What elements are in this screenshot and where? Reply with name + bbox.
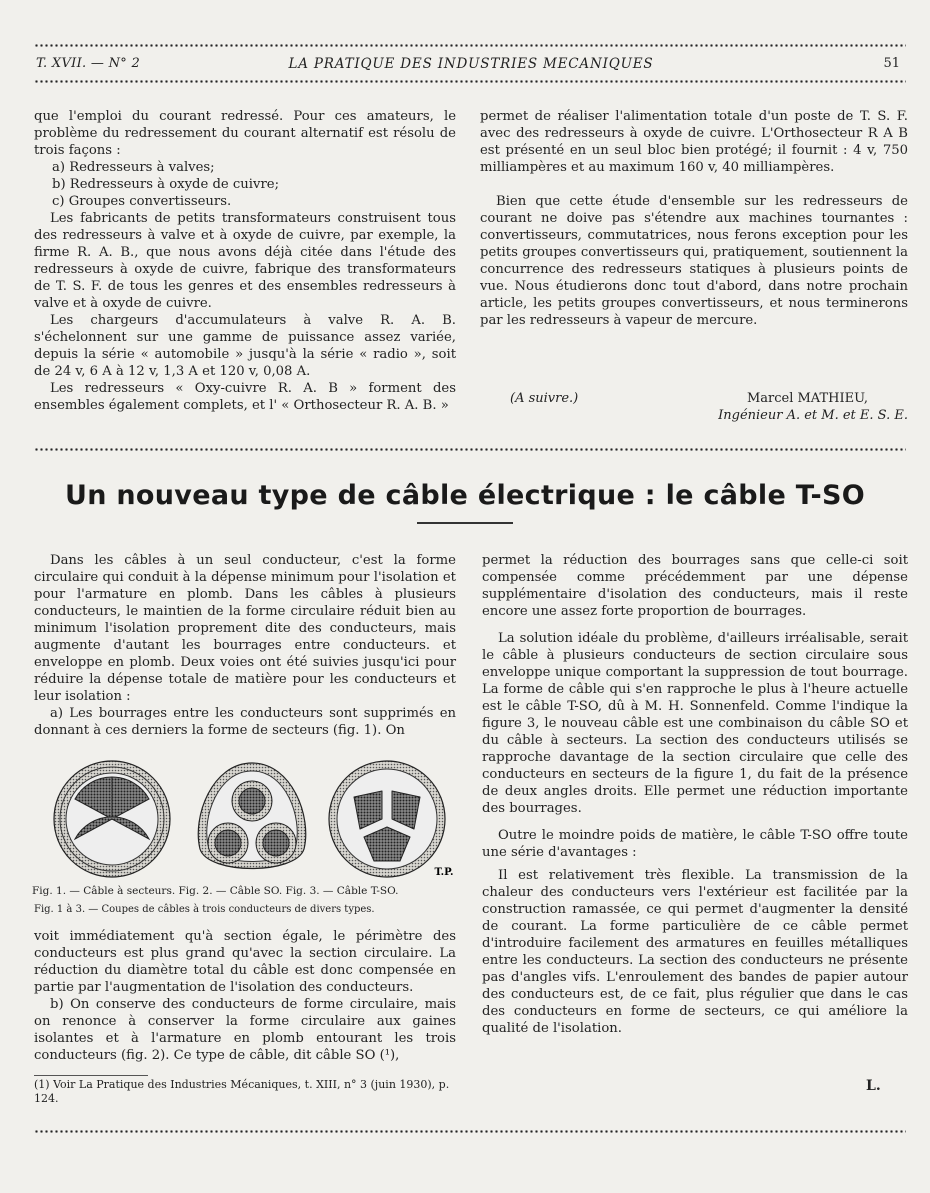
list-item: a) Redresseurs à valves; xyxy=(52,160,215,175)
list-item: b) Redresseurs à oxyde de cuivre; xyxy=(52,177,280,192)
fig3-tso-cable xyxy=(329,761,445,877)
paragraph: Outre le moindre poids de matière, le câble T-SO offre toute une série d'avantages : xyxy=(482,828,908,860)
paragraph: que l'emploi du courant redressé. Pour ces amateurs, le problème du redressement du courant alternatif est résolu de trois façons : xyxy=(34,109,456,158)
paragraph: a) Les bourrages entre les conducteurs sont supprimés en donnant à ces derniers la forme de secteurs (fig. 1). On xyxy=(34,706,456,738)
fig1-sector-cable xyxy=(54,761,170,877)
article-signature xyxy=(480,390,908,430)
volume-number: T. XVII. — N° 2 xyxy=(36,56,141,71)
article-initial: L. xyxy=(866,1078,881,1094)
paragraph: voit immédiatement qu'à section égale, le périmètre des conducteurs est plus grand qu'avec la section circulaire. La réduction du diamètre total du câble est donc compensée en partie par l'augmentation de l'isolation des conducteurs. xyxy=(34,929,456,995)
article-left-top xyxy=(34,552,456,739)
journal-title: LA PRATIQUE DES INDUSTRIES MECANIQUES xyxy=(288,56,654,72)
footer-rule xyxy=(34,1130,906,1133)
figure-caption-subtitle: Fig. 1 à 3. — Coupes de câbles à trois conducteurs de divers types. xyxy=(34,904,375,915)
paragraph: Il est relativement très flexible. La transmission de la chaleur des conducteurs vers l'extérieur est facilitée par la construction ramassée, ce qui permet d'augmenter la densité de courant. La forme particulière de ce câble permet d'introduire facilement des armatures en feuilles métalliques entre les conducteurs. La section des conducteurs ne présente pas d'angles vifs. L'enroulement des bandes de papier autour des conducteurs est, de ce fait, plus régulier que dans le cas des conducteurs en forme de secteurs, ce qui améliore la qualité de l'isolation. xyxy=(482,868,908,1036)
footnote: (1) Voir La Pratique des Industries Mécaniques, t. XIII, n° 3 (juin 1930), p. 124. xyxy=(34,1078,450,1105)
author-name: Marcel MATHIEU, xyxy=(746,391,868,406)
header-bottom-rule xyxy=(34,80,906,83)
paragraph: b) On conserve des conducteurs de forme circulaire, mais on renonce à conserver la forme circulaire aux gaines isolantes et à l'armature en plomb entourant les trois conducteurs (fig. 2). Ce type de câble, dit câble SO (¹), xyxy=(34,997,456,1063)
author-role: Ingénieur A. et M. et E. S. E. xyxy=(718,408,908,423)
page-number: 51 xyxy=(883,56,900,71)
top-left-column xyxy=(34,108,456,414)
list-item: c) Groupes convertisseurs. xyxy=(52,194,232,209)
header-top-rule xyxy=(34,44,906,47)
publisher-logo: T.P. xyxy=(434,867,454,878)
fig2-so-cable xyxy=(198,763,305,869)
article-title: Un nouveau type de câble électrique : le câble T-SO xyxy=(64,480,866,511)
paragraph: Les redresseurs « Oxy-cuivre R. A. B » forment des ensembles également complets, et l' « Orthosecteur R. A. B. » xyxy=(34,381,456,413)
paragraph: Dans les câbles à un seul conducteur, c'est la forme circulaire qui conduit à la dépense minimum pour l'isolation et pour l'armature en plomb. Dans les câbles à plusieurs conducteurs, le maintien de la forme circulaire réduit bien au minimum l'isolation proprement dite des conducteurs, mais augmente d'autant les bourrages entre conducteurs. et enveloppe en plomb. Deux voies ont été suivies jusqu'ici pour réduire la dépense totale de matière pour les conducteurs et leur isolation : xyxy=(34,553,456,704)
section-rule xyxy=(34,448,906,451)
paragraph: permet la réduction des bourrages sans que celle-ci soit compensée comme précédemment par une dépense supplémentaire d'isolation des conducteurs, mais il reste encore une assez forte proportion de bourrages. xyxy=(482,553,908,619)
paragraph: permet de réaliser l'alimentation totale d'un poste de T. S. F. avec des redresseurs à oxyde de cuivre. L'Orthosecteur R A B est présenté en un seul bloc bien protégé; il fournit : 4 v, 750 milliampères et au maximum 160 v, 40 milliampères. xyxy=(480,109,908,175)
title-underline xyxy=(417,522,513,524)
paragraph: La solution idéale du problème, d'ailleurs irréalisable, serait le câble à plusieurs conducteurs de section circulaire sous enveloppe unique comportant la suppression de tout bourrage. La forme de câble qui s'en rapproche le plus à l'heure actuelle est le câble T-SO, dû à M. H. Sonnenfeld. Comme l'indique la figure 3, le nouveau câble est une combinaison du câble SO et du câble à secteurs. La section des conducteurs utilisés se rapproche davantage de la section circulaire que celle des conducteurs en secteurs de la figure 1, du fait de la présence de deux angles droits. Elle permet une réduction importante des bourrages. xyxy=(482,631,908,816)
article-right-column xyxy=(482,552,908,1037)
running-header xyxy=(36,54,906,76)
figure-caption: Fig. 1. — Câble à secteurs. Fig. 2. — Câble SO. Fig. 3. — Câble T-SO. xyxy=(32,885,399,897)
top-right-column xyxy=(480,108,908,329)
paragraph: Les fabricants de petits transformateurs construisent tous des redresseurs à valve et à oxyde de cuivre, par exemple, la firme R. A. B., que nous avons déjà citée dans l'étude des redresseurs à oxyde de cuivre, fabrique des transformateurs de T. S. F. de tous les genres et des ensembles redresseurs à valve et à oxyde de cuivre. xyxy=(34,211,456,311)
paragraph: Les chargeurs d'accumulateurs à valve R. A. B. s'échelonnent sur une gamme de puissance assez variée, depuis la série « automobile » jusqu'à la série « radio », soit de 24 v, 6 A à 12 v, 1,3 A et 120 v, 0,08 A. xyxy=(34,313,456,379)
paragraph: Bien que cette étude d'ensemble sur les redresseurs de courant ne doive pas s'étendre aux machines tournantes : convertisseurs, commutatrices, nous ferons exception pour les petits groupes convertisseurs qui, pratiquement, soutiennent la concurrence des redresseurs statiques à plusieurs points de vue. Nous étudierons donc tout d'abord, dans notre prochain article, les petits groupes convertisseurs, et nous terminerons par les redresseurs à vapeur de mercure. xyxy=(480,194,908,328)
article-left-bottom xyxy=(34,928,456,1064)
a-suivre: (A suivre.) xyxy=(510,391,579,406)
footnote-rule xyxy=(34,1075,148,1076)
cable-cross-sections-figure xyxy=(42,757,462,882)
